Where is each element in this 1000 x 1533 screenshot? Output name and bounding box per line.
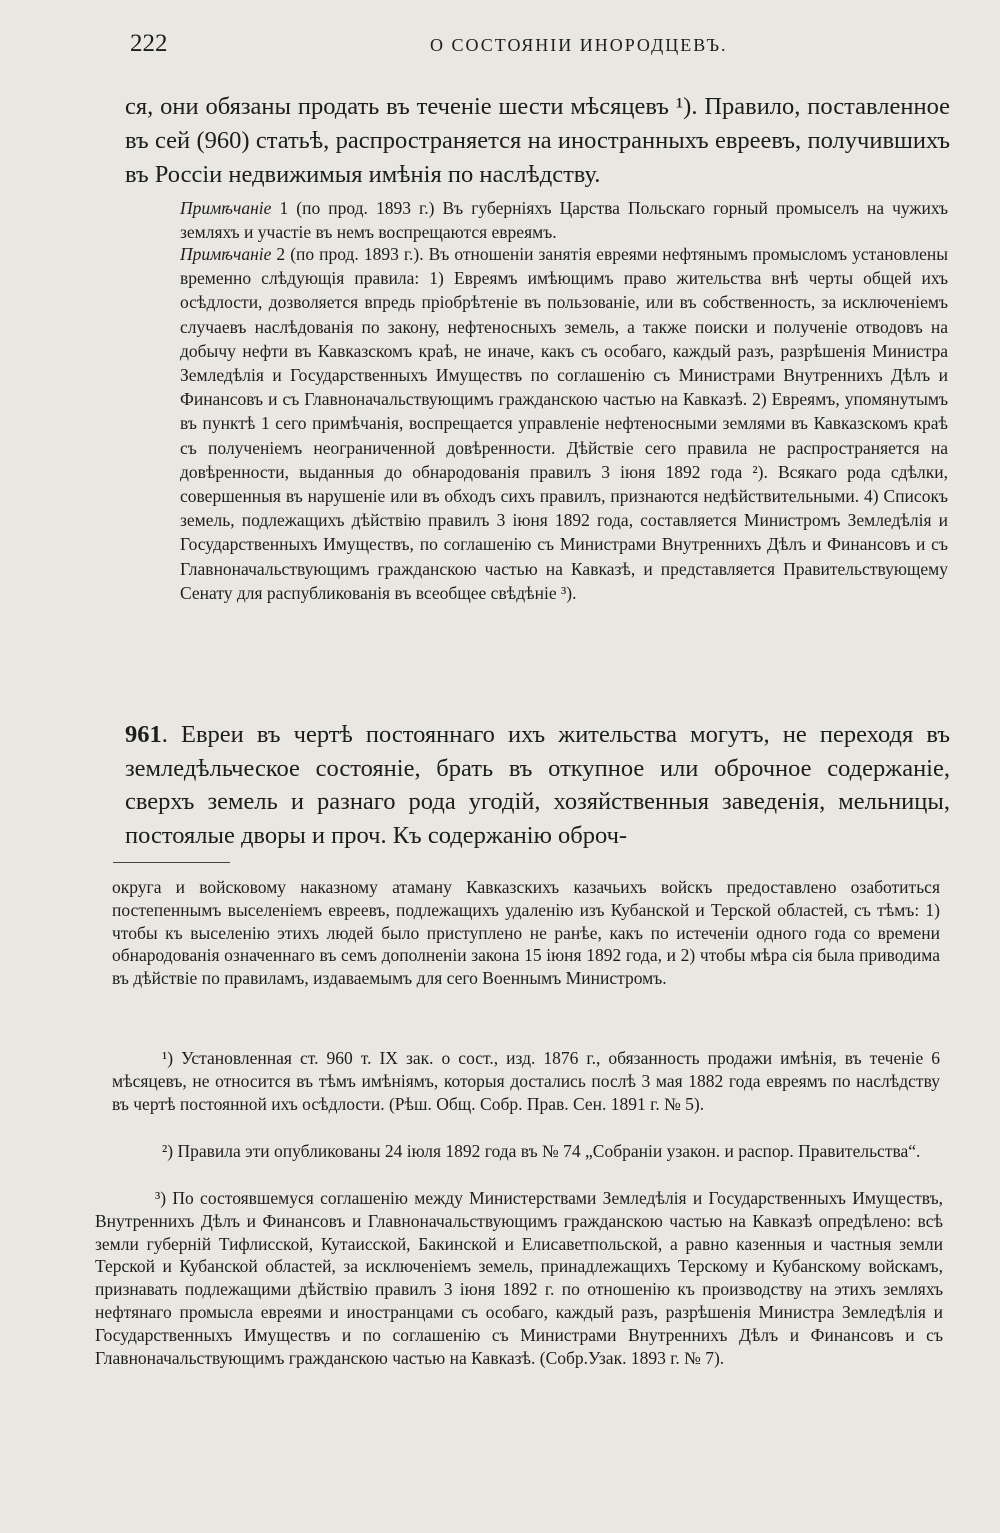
note-2-text: 2 (по прод. 1893 г.). Въ отношеніи занятія евреями нефтянымъ промысломъ установлены временно слѣдующія правила: 1) Евреямъ имѣющимъ право жительства внѣ черты общей ихъ осѣдлости, дозволяется впредь пріобрѣтеніе въ пользованіе, или въ собственность, за исключеніемъ случаевъ наслѣдованія по закону, нефтеносныхъ земель, а также поиски и полученіе отводовъ на добычу нефти въ Кавказскомъ краѣ, не иначе, какъ съ особаго, каждый разъ, разрѣшенія Министра Земледѣлія и Государственныхъ Имуществъ по соглашенію съ Министрами Внутреннихъ Дѣлъ и Финансовъ и съ Главноначальствующимъ гражданскою частью на Кавказѣ. 2) Евреямъ, упомянутымъ въ пунктѣ 1 сего примѣчанія, воспрещается управленіе нефтеносными землями въ Кавказскомъ краѣ съ полученіемъ неограниченной довѣренности. Дѣйствіе сего правила не распространяется на довѣренности, выданныя до обнародованія правилъ 3 іюня 1892 года ²). Всякаго рода сдѣлки, совершенныя въ нарушеніе или въ обходъ сихъ правилъ, признаются недѣйствительными. 4) Списокъ земель, подлежащихъ дѣйствію правилъ 3 іюня 1892 года, составляется Министромъ Земледѣлія и Государственныхъ Имуществъ, по соглашенію съ Министрами Внутреннихъ Дѣлъ и Финансовъ и съ Главноначальствующимъ гражданскою частью на Кавказѣ, и представляется Правительствующему Сенату для распубликованія въ всеобщее свѣдѣніе ³).	[180, 244, 948, 603]
footnote-2	[112, 1140, 940, 1163]
page-number: 222	[130, 30, 168, 57]
footnote-1	[112, 1047, 940, 1115]
page-header	[130, 30, 950, 66]
main-paragraph: ся, они обязаны продать въ теченіе шести мѣсяцевъ ¹). Правило, поставленное въ сей (960) статьѣ, распространяется на иностранныхъ евреевъ, получившихъ въ Россіи недвижимыя имѣнія по наслѣдству.	[125, 93, 950, 188]
note-1	[180, 196, 948, 244]
article-text: . Евреи въ чертѣ постояннаго ихъ жительства могутъ, не переходя въ земледѣльческое состояніе, брать въ откупное или оброчное содержаніе, сверхъ земель и разнаго рода угодій, хозяйственныя заведенія, мельницы, постоялые дворы и проч. Къ содержанію оброч-	[125, 721, 950, 849]
note-1-text: 1 (по прод. 1893 г.) Въ губерніяхъ Царства Польскаго горный промыселъ на чужихъ земляхъ и участіе въ немъ воспрещаются евреямъ.	[180, 198, 949, 242]
article-number: 961	[125, 721, 162, 748]
note-1-label: Примѣчаніе	[180, 198, 272, 218]
footnote-divider	[113, 862, 230, 863]
footnote-continuation: округа и войсковому наказному атаману Кавказскихъ казачьихъ войскъ предоставлено озаботиться постепеннымъ выселеніемъ евреевъ, подлежащихъ удаленію изъ Кубанской и Терской областей, съ тѣмъ: 1) чтобы къ выселенію этихъ людей было приступлено не ранѣе, какъ по истеченіи одного года со времени обнародованія означеннаго въ семъ дополненіи закона 15 іюня 1892 года, и 2) чтобы мѣра сія была приводима въ дѣйствіе по правиламъ, издаваемымъ для сего Военнымъ Министромъ.	[112, 877, 940, 989]
note-2	[180, 242, 948, 605]
footnote-3-text: ³) По состоявшемуся соглашенію между Министерствами Земледѣлія и Государственныхъ Имуществъ, Внутреннихъ Дѣлъ и Финансовъ и Главноначальствующимъ гражданскою частью на Кавказѣ опредѣлено: всѣ земли губерній Тифлисской, Кутаисской, Бакинской и Елисаветпольской, а равно казенныя и частныя земли Терской и Кубанской областей, за исключеніемъ земель, принадлежащихъ Терскому и Кубанскому войскамъ, признавать подлежащими дѣйствію правилъ 3 іюня 1892 г. по отношенію къ производству на этихъ земляхъ нефтянаго промысла евреями и иностранцами съ особаго, каждый разъ, разрѣшенія Министра Земледѣлія и Государственныхъ Имуществъ и по соглашенію съ Министрами Внутреннихъ Дѣлъ и Финансовъ и съ Главноначальствующимъ гражданскою частью на Кавказѣ. (Собр.Узак. 1893 г. № 7).	[95, 1188, 943, 1368]
footnote-1-text: ¹) Установленная ст. 960 т. IX зак. о сост., изд. 1876 г., обязанность продажи имѣнія, въ теченіе 6 мѣсяцевъ, не относится въ тѣмъ имѣніямъ, которыя достались послѣ 3 мая 1882 года евреямъ по наслѣдству въ чертѣ постоянной ихъ осѣдлости. (Рѣш. Общ. Собр. Прав. Сен. 1891 г. № 5).	[112, 1048, 940, 1114]
footnote-2-text: ²) Правила эти опубликованы 24 іюля 1892 года въ № 74 „Собраніи узакон. и распор. Правительства“.	[162, 1141, 921, 1161]
note-2-label: Примѣчаніе	[180, 244, 272, 264]
running-title: О СОСТОЯНІИ ИНОРОДЦЕВЪ.	[430, 35, 728, 55]
article-961	[125, 718, 950, 852]
footnote-3	[95, 1187, 943, 1369]
